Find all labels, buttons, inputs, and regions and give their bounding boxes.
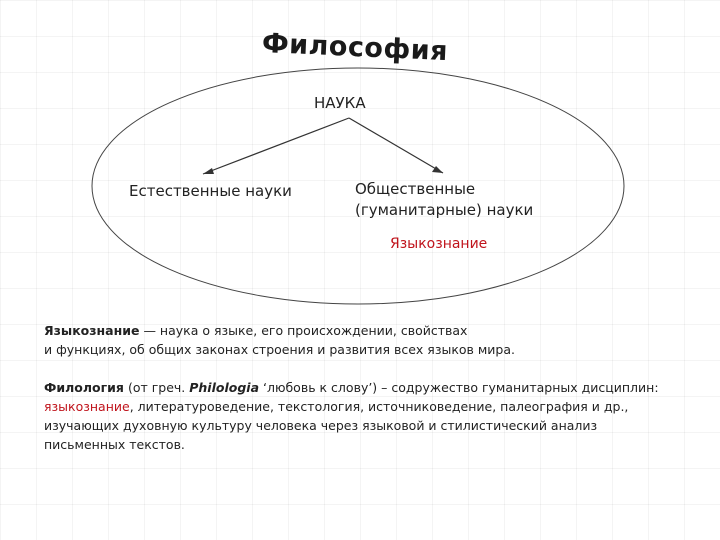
linguistics-definition: [44, 321, 515, 359]
linguistics-highlight-label: Языкознание: [390, 236, 488, 252]
philology-greek-word: Philologia: [189, 380, 260, 395]
philology-meaning: ‘любовь к слову’) – содружество гуманитарных дисциплин:: [259, 380, 659, 395]
social-sciences-line1: Общественные: [355, 180, 476, 198]
arrow-to-natural-sciences: [203, 118, 349, 174]
diagram-title: Философия: [261, 28, 449, 68]
philology-line3: изучающих духовную культуру человека через языковой и стилистический анализ: [44, 418, 598, 433]
root-node-label: НАУКА: [314, 94, 366, 112]
philology-line4: письменных текстов.: [44, 437, 185, 452]
philology-linguistics-term: языкознание: [44, 399, 130, 414]
linguistics-term: Языкознание: [44, 323, 140, 338]
arrowhead-natural-sciences: [203, 168, 214, 174]
philology-definition: [44, 378, 659, 454]
social-sciences-line2: (гуманитарные) науки: [355, 201, 534, 219]
linguistics-definition-line1: — наука о языке, его происхождении, свойствах: [139, 323, 468, 338]
natural-sciences-label: Естественные науки: [129, 182, 292, 200]
linguistics-definition-line2: и функциях, об общих законах строения и развития всех языков мира.: [44, 342, 516, 357]
philology-term: Филология: [44, 380, 124, 395]
social-sciences-label: [355, 179, 533, 221]
philology-origin-open: (от греч.: [123, 380, 190, 395]
arrow-to-social-sciences: [349, 118, 443, 173]
philology-line2: , литературоведение, текстология, источниковедение, палеография и др.,: [129, 399, 629, 414]
